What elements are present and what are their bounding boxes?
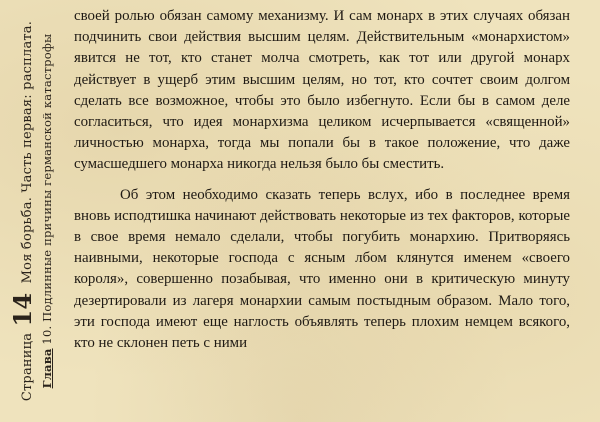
- paragraph: своей ролью обязан самому механизму. И сам монарх в этих случаях обязан подчинить свои действия высшим целям. Действительным «монархистом» явится не тот, кто станет молча смотреть, как тот или другой монарх действует в ущерб этим высшим целям, но тот, кто сочтет своим долгом сделать все возможное, чтобы это было избегнуто. Если бы в самом деле согласиться, что идея монархизма целиком исчерпывается «священной» личностью монарха, тогда мы попали бы в такое положение, что даже сумасшедшего монарха никогда нельзя было бы сместить.: [74, 8, 570, 173]
- part-title: Часть первая: расплата.: [20, 20, 35, 193]
- page-margin-header: [0, 0, 62, 422]
- page-label: Страница: [20, 332, 35, 402]
- margin-line-chapter: [40, 34, 54, 389]
- margin-line-page: [8, 21, 37, 401]
- chapter-title: Подлинные причины германской катастрофы: [40, 33, 54, 322]
- chapter-number: 10.: [40, 325, 54, 345]
- body-text: [74, 6, 570, 354]
- paragraph: Об этом необходимо сказать теперь вслух, ибо в последнее время вновь исподтишка начинают действовать некоторые из тех факторов, которые в свое время немало сделали, чтобы погубить монархию. Притворяясь наивными, некоторые господа с ясным лбом клянутся именем «своего короля», совершенно позабывая, что именно они в критическую минуту дезертировали из лагеря монархии самым постыдным образом. Мало того, эти господа имеют еще наглость объявлять теперь плохим немцем всякого, кто не склонен петь с ними: [74, 186, 570, 352]
- book-title: Моя борьба.: [20, 196, 35, 284]
- chapter-label: Глава: [40, 348, 54, 389]
- margin-header-rotated: [0, 0, 62, 422]
- page-number: 14: [8, 292, 37, 327]
